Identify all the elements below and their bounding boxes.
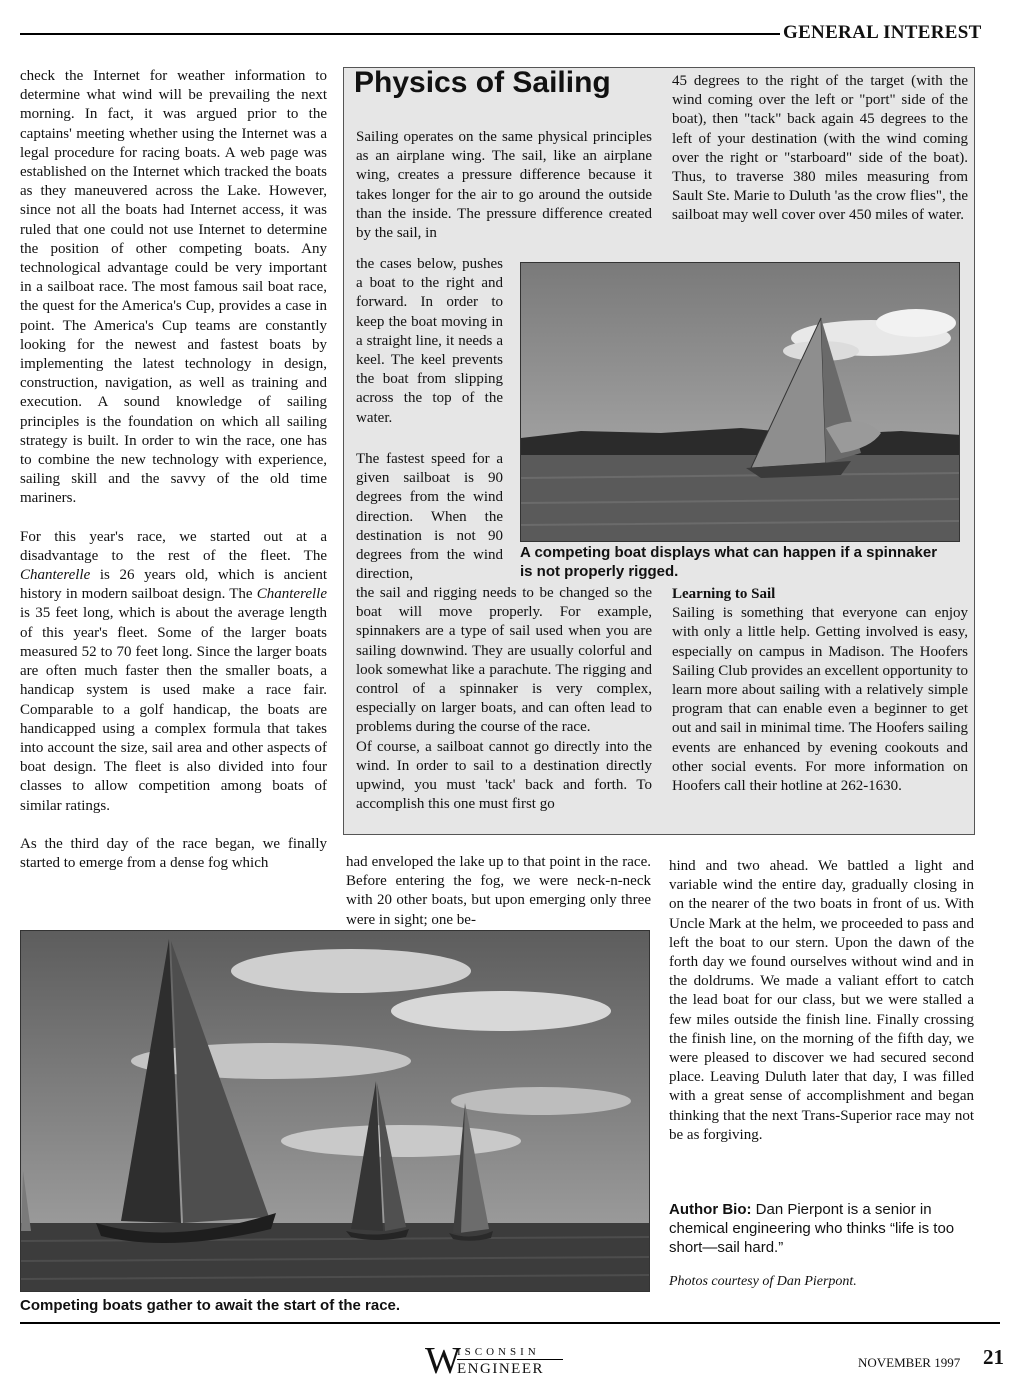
paragraph: For this year's race, we started out at a disadvantage to the rest of the fleet. The Chanterelle is 26 years old, which is ancient history in modern sailboat design. The Chanterelle is 35 feet long, which is about the average length of this year's fleet. Some of the larger boats measured 52 to 70 feet long. Since the larger boats are often much faster then the smaller boats, a handicap system is used make a race fair. Comparable to a golf handicap, the boats are handicapped using a complex formula that takes into account the size, sail area and other aspects of boat design. The fleet is also divided into four classes to allow competition among boats of similar ratings.	[20, 528, 327, 814]
footer-rule	[20, 1322, 1000, 1324]
page-number: 21	[983, 1345, 1004, 1369]
wisconsin-engineer-logo	[425, 1340, 585, 1382]
sidebar-text-right: 45 degrees to the right of the target (with the wind coming over the left or "port" side of the boat), then "tack" back again 45 degrees to the left of your destination (with the wind coming over the right or "starboard" side of the boat). Thus, to traverse 380 miles measuring from Sault Ste. Marie to Duluth 'as the crow flies", the sailboat may well cover over 450 miles of water.	[672, 73, 968, 224]
bio-label: Author Bio:	[669, 1201, 752, 1218]
spinnaker-photo-image	[521, 263, 960, 542]
logo-divider	[457, 1359, 563, 1360]
sidebar-text-b: the cases below, pushes a boat to the right and forward. In order to keep the boat moving in a straight line, it needs a keel. The keel prevents the boat from slipping across the top of the water.	[356, 256, 503, 426]
boats-photo	[20, 930, 650, 1292]
paragraph: Of course, a sailboat cannot go directly into the wind. In order to sail to a destination directly upwind, you must 'tack' back and forth. To accomplish this one must first go	[356, 738, 652, 813]
paragraph: As the third day of the race began, we finally started to emerge from a dense fog which	[20, 835, 327, 871]
section-title: GENERAL INTEREST	[783, 22, 982, 43]
photo-caption: A competing boat displays what can happen if a spinnaker is not properly rigged.	[520, 544, 938, 580]
article-column-3: hind and two ahead. We battled a light and variable wind the entire day, gradually closing in on the nearer of the two boats in front of us. With Uncle Mark at the helm, we proceeded to pass and left the boat to our stern. Upon the dawn of the forth day we found ourselves without wind and in the doldrums. We made a valiant effort to catch the lead boat for our class, but we were stalled a few miles outside the finish line. Finally crossing the finish line, on the morning of the fifth day, we were pleased to discover we had secured second place. Leaving Duluth later that day, I was filled with a great sense of accomplishment and began thinking that the next Trans-Superior race may not be as forgiving.	[669, 858, 974, 1143]
sidebar-title: Physics of Sailing	[354, 66, 611, 99]
article-column-2: had enveloped the lake up to that point in the race. Before entering the fog, we were neck-n-neck with 20 other boats, but upon emerging only three were in sight; one be-	[346, 854, 651, 928]
paragraph: the sail and rigging needs to be changed so the boat will move properly. For example, spinnakers are a type of sail used when you are sailing downwind. They are usually colorful and look somewhat like a parachute. The rigging and control of a spinnaker is very complex, especially on larger boats, and can often lead to problems during the course of the race.	[356, 585, 652, 736]
sidebar-text-c: The fastest speed for a given sailboat is 90 degrees from the wind direction. When the destination is not 90 degrees from the wind direction,	[356, 451, 503, 583]
learning-to-sail	[672, 585, 968, 796]
photo-credit: Photos courtesy of Dan Pierpont.	[669, 1274, 857, 1289]
logo-bottom-word: ENGINEER	[457, 1361, 544, 1377]
article-column-1	[20, 67, 327, 892]
logo-top-word: ISCONSIN	[457, 1346, 540, 1358]
issue-date: NOVEMBER 1997	[858, 1355, 961, 1370]
photo-caption: Competing boats gather to await the start of the race.	[20, 1297, 401, 1314]
header-rule	[20, 33, 780, 35]
spinnaker-photo	[520, 262, 960, 542]
author-bio: Author Bio: Dan Pierpont is a senior in chemical engineering who thinks “life is too short—sail hard.”	[669, 1201, 955, 1256]
boat-name: Chanterelle	[20, 567, 91, 584]
logo-initial: W	[425, 1340, 461, 1382]
sidebar-text-d	[356, 584, 652, 814]
learn-heading: Learning to Sail	[672, 586, 776, 602]
paragraph: check the Internet for weather information to determine what wind will be prevailing the next morning. In fact, it was argued prior to the captains' meeting whether using the Internet was a legal procedure for racing boats. A web page was established on the Internet which tracked the boats as they maneuvered across the Lake. However, since not all the boats had Internet access, it was ruled that one could not use Internet to determine the position of other competing boats. Any technological advantage could be very important in a sailboat race. The most famous sail boat race, the quest for the America's Cup, provides a case in point. The America's Cup teams are constantly looking for the newest and fastest boats by implementing the latest technology in design, construction, navigation, as well as training and execution. A sound knowledge of sailing principles is the foundation on which all sailing strategy is built. In order to win the race, one has to combine the new technology with experience, sailing skill and the savvy of the old time mariners.	[20, 68, 327, 507]
sidebar-text-a: Sailing operates on the same physical principles as an airplane wing. The sail, like an airplane wing, creates a pressure difference because it takes longer for the air to go around the outside than the inside. The pressure difference created by the sail, in	[356, 129, 652, 242]
paragraph: Sailing is something that everyone can enjoy with only a little help. Getting involved is easy, especially on campus in Madison. The Hoofers Sailing Club provides an excellent opportunity to learn more about sailing with a relatively simple program that can enable even a beginner to get out and sail in minimal time. The Hoofers sailing events are enhanced by evening cookouts and other social events. For more information on Hoofers call their hotline at 262-1630.	[672, 605, 968, 795]
boats-photo-image	[21, 931, 650, 1292]
boat-name: Chanterelle	[256, 586, 327, 603]
